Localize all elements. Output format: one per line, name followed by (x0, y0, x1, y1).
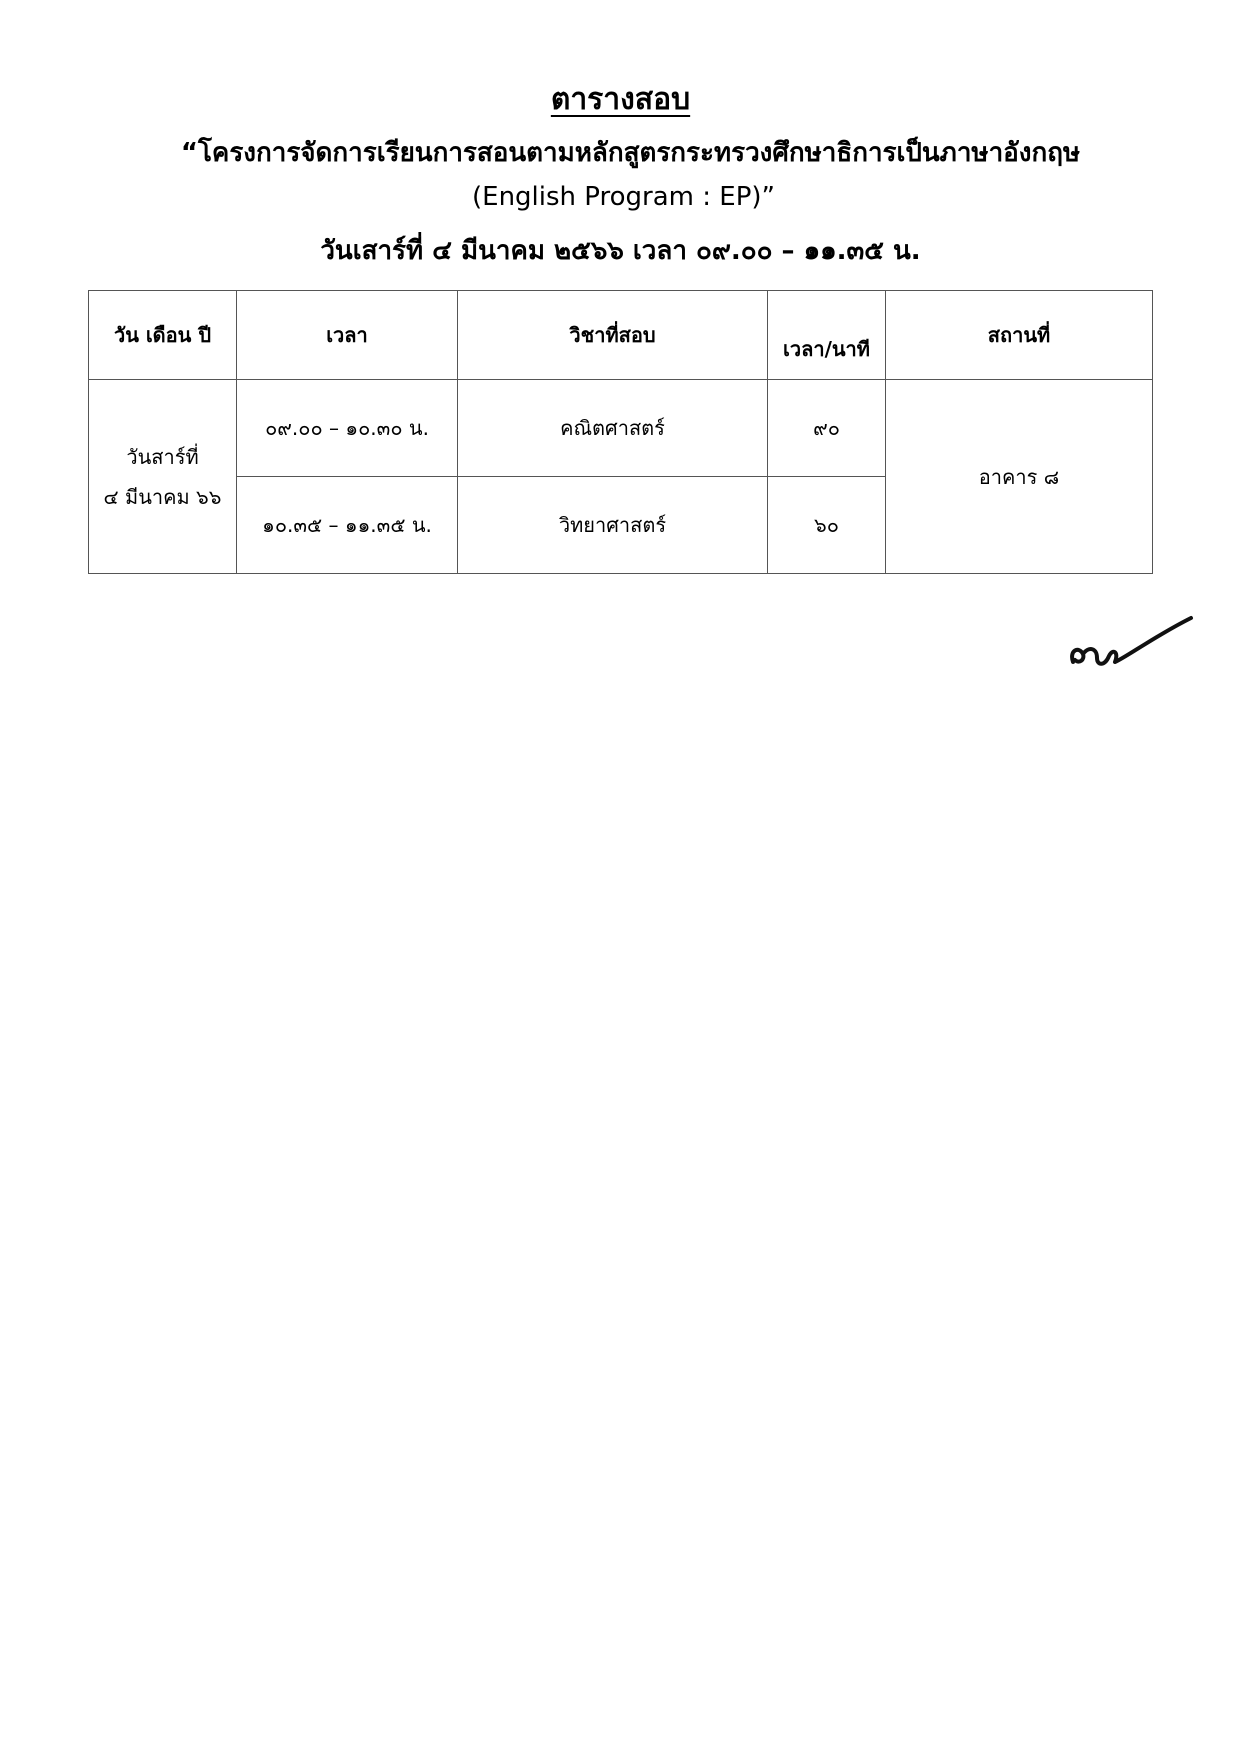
project-name-line-1: “โครงการจัดการเรียนการสอนตามหลักสูตรกระทรวงศึกษาธิการเป็นภาษาอังกฤษ (180, 138, 1081, 168)
header-date: วัน เดือน ปี (89, 291, 237, 380)
header-duration: เวลา/นาที (768, 291, 886, 380)
exam-date-line: วันเสาร์ที่ ๔ มีนาคม ๒๕๖๖ เวลา ๐๙.๐๐ – ๑๑.๓๕ น. (320, 236, 921, 266)
row-subject: วิทยาศาสตร์ (458, 477, 768, 574)
row-time: ๐๙.๐๐ – ๑๐.๓๐ น. (237, 380, 458, 477)
exam-date-cell (89, 380, 237, 574)
exam-location: อาคาร ๘ (886, 380, 1153, 574)
row-subject: คณิตศาสตร์ (458, 380, 768, 477)
row-minutes: ๖๐ (768, 477, 886, 574)
signature-stroke (1072, 618, 1191, 664)
row-time: ๑๐.๓๕ – ๑๑.๓๕ น. (237, 477, 458, 574)
header-subject: วิชาที่สอบ (458, 291, 768, 380)
exam-day: วันสาร์ที่ (126, 444, 199, 469)
document-title: ตารางสอบ (550, 82, 691, 117)
header-location: สถานที่ (886, 291, 1153, 380)
header-time: เวลา (237, 291, 458, 380)
exam-date: ๔ มีนาคม ๖๖ (103, 484, 222, 509)
project-name-line-2: (English Program : EP)” (472, 182, 775, 212)
exam-schedule-table (88, 290, 1153, 574)
table-row (89, 380, 1153, 477)
table-header-row (89, 291, 1153, 380)
handwritten-signature (1065, 610, 1195, 680)
row-minutes: ๙๐ (768, 380, 886, 477)
